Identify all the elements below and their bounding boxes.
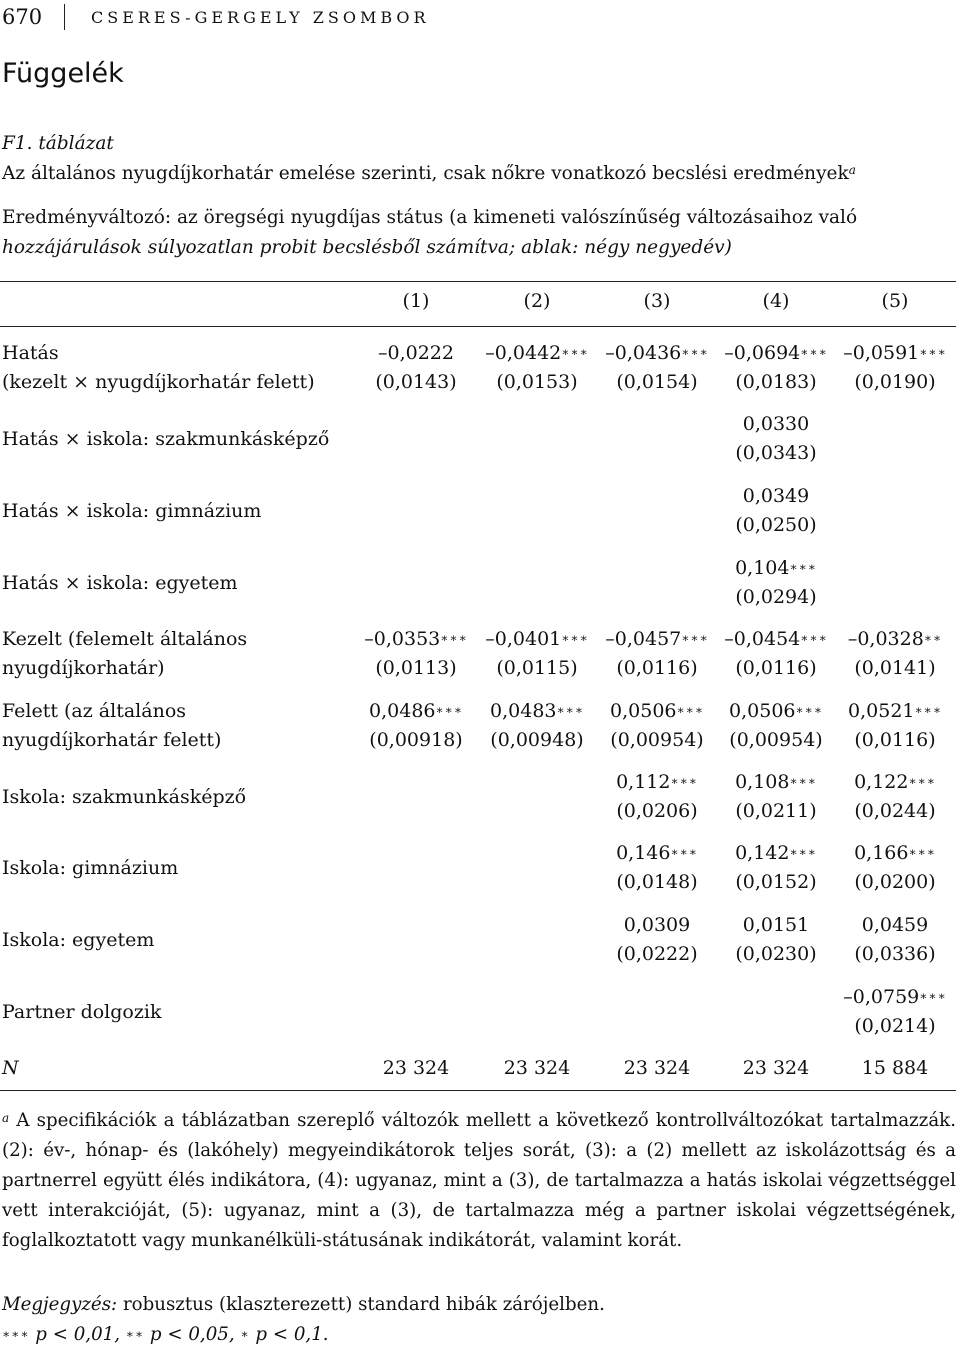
column-header-2: (2) xyxy=(523,290,551,312)
coefficient-value: 0,112 xyxy=(616,771,671,793)
standard-error-cell: (0,0141) xyxy=(854,657,936,679)
significance-stars: ∗∗∗ xyxy=(561,345,589,359)
significance-stars: ∗∗∗ xyxy=(919,345,947,359)
coefficient-value: –0,0442 xyxy=(485,342,562,364)
standard-error-cell: (0,00918) xyxy=(369,729,463,751)
coefficient-cell xyxy=(477,339,597,368)
coefficient-value: 0,146 xyxy=(616,842,671,864)
significance-stars: ∗∗ xyxy=(923,631,943,645)
significance-stars: ∗∗∗ xyxy=(561,631,589,645)
row-label: Iskola: egyetem xyxy=(2,928,155,951)
coefficient-value: 0,0483 xyxy=(490,700,557,722)
table-bottom-rule xyxy=(0,1090,956,1091)
significance-stars: ∗∗∗ xyxy=(670,845,698,859)
table-title-note-marker: a xyxy=(848,163,856,177)
coefficient-cell xyxy=(356,625,476,654)
standard-error-cell: (0,0336) xyxy=(854,943,936,965)
row-label: Felett (az általános xyxy=(2,700,187,722)
row-label: nyugdíjkorhatár) xyxy=(2,657,165,679)
coefficient-value: 0,122 xyxy=(854,771,909,793)
coefficient-cell xyxy=(835,911,955,940)
coefficient-value: 0,0521 xyxy=(848,700,915,722)
coefficient-value: 0,0330 xyxy=(742,413,810,435)
significance-stars: ∗∗∗ xyxy=(800,631,828,645)
standard-error-cell: (0,0211) xyxy=(735,800,817,822)
n-value-4: 23 324 xyxy=(742,1057,810,1079)
row-label: Partner dolgozik xyxy=(2,1000,162,1023)
coefficient-value: –0,0222 xyxy=(378,342,454,364)
standard-error-cell: (0,0294) xyxy=(735,586,817,608)
coefficient-cell xyxy=(597,768,717,797)
significance-stars: ∗∗∗ xyxy=(435,703,463,717)
coefficient-cell xyxy=(597,339,717,368)
standard-error-cell: (0,0153) xyxy=(496,371,578,393)
coefficient-value: 0,142 xyxy=(735,842,790,864)
row-label: Hatás × iskola: gimnázium xyxy=(2,499,262,522)
significance-stars: ∗∗∗ xyxy=(914,703,942,717)
standard-error-cell: (0,0244) xyxy=(854,800,936,822)
coefficient-cell xyxy=(597,911,717,940)
standard-error-cell: (0,0206) xyxy=(616,800,698,822)
significance-stars: ∗∗∗ xyxy=(919,989,947,1003)
coefficient-cell xyxy=(477,625,597,654)
coefficient-value: 0,0151 xyxy=(742,914,810,936)
table-label: F1. táblázat xyxy=(2,133,114,154)
coefficient-cell xyxy=(716,697,836,726)
coefficient-value: –0,0457 xyxy=(605,628,682,650)
column-header-4: (4) xyxy=(762,290,790,312)
coefficient-cell xyxy=(716,554,836,583)
coefficient-value: 0,0506 xyxy=(729,700,796,722)
coefficient-value: –0,0454 xyxy=(724,628,801,650)
table-subtitle-line-1: Eredményváltozó: az öregségi nyugdíjas státus (a kimeneti valószínűség változásaihoz való xyxy=(2,207,858,228)
standard-error-cell: (0,0116) xyxy=(854,729,936,751)
coefficient-cell xyxy=(597,839,717,868)
coefficient-value: –0,0401 xyxy=(485,628,562,650)
standard-error-cell: (0,0190) xyxy=(854,371,936,393)
standard-error-cell: (0,00948) xyxy=(490,729,584,751)
significance-stars: ∗∗∗ xyxy=(789,774,817,788)
coefficient-value: 0,166 xyxy=(854,842,909,864)
coefficient-cell xyxy=(356,697,476,726)
significance-stars: ∗∗∗ xyxy=(789,560,817,574)
coefficient-value: 0,0486 xyxy=(369,700,436,722)
standard-error-cell: (0,0343) xyxy=(735,442,817,464)
coefficient-cell xyxy=(835,768,955,797)
significance-stars: ∗∗∗ xyxy=(670,774,698,788)
significance-stars: ∗∗∗ xyxy=(676,703,704,717)
header-divider xyxy=(64,4,65,30)
coefficient-value: 0,108 xyxy=(735,771,790,793)
standard-error-cell: (0,0200) xyxy=(854,871,936,893)
coefficient-value: –0,0328 xyxy=(847,628,924,650)
coefficient-value: 0,104 xyxy=(735,557,790,579)
row-label: Iskola: szakmunkásképző xyxy=(2,785,247,808)
standard-error-cell: (0,0154) xyxy=(616,371,698,393)
coefficient-value: –0,0353 xyxy=(364,628,441,650)
coefficient-value: 0,0349 xyxy=(742,485,810,507)
sig-stars-1: ∗ xyxy=(240,1327,250,1341)
coefficient-cell xyxy=(597,625,717,654)
coefficient-value: 0,0506 xyxy=(610,700,677,722)
coefficient-value: –0,0591 xyxy=(843,342,920,364)
n-value-1: 23 324 xyxy=(382,1057,450,1079)
remark-text: robusztus (klaszterezett) standard hibák zárójelben. xyxy=(122,1294,605,1315)
significance-stars: ∗∗∗ xyxy=(681,631,709,645)
coefficient-cell xyxy=(835,625,955,654)
standard-error-cell: (0,0116) xyxy=(616,657,698,679)
row-label: Iskola: gimnázium xyxy=(2,856,179,879)
standard-error-cell: (0,0113) xyxy=(375,657,457,679)
row-label: Hatás xyxy=(2,342,59,364)
coefficient-value: 0,0309 xyxy=(623,914,691,936)
table-subtitle-line-2: hozzájárulások súlyozatlan probit becslésből számítva; ablak: négy negyedév) xyxy=(2,237,732,258)
coefficient-cell xyxy=(716,911,836,940)
coefficient-cell xyxy=(835,697,955,726)
standard-error-cell: (0,0143) xyxy=(375,371,457,393)
section-title: Függelék xyxy=(2,58,124,89)
significance-stars: ∗∗∗ xyxy=(556,703,584,717)
standard-error-cell: (0,0152) xyxy=(735,871,817,893)
page-number: 670 xyxy=(2,5,43,29)
coefficient-cell xyxy=(716,482,836,511)
coefficient-value: –0,0436 xyxy=(605,342,682,364)
row-label: nyugdíjkorhatár felett) xyxy=(2,729,222,751)
standard-error-cell: (0,0183) xyxy=(735,371,817,393)
remark-line xyxy=(2,1290,605,1320)
coefficient-cell xyxy=(716,410,836,439)
standard-error-cell: (0,0230) xyxy=(735,943,817,965)
coefficient-cell xyxy=(597,697,717,726)
column-header-3: (3) xyxy=(643,290,671,312)
significance-stars: ∗∗∗ xyxy=(440,631,468,645)
significance-stars: ∗∗∗ xyxy=(908,774,936,788)
sig-text-2: p < 0,05, xyxy=(149,1324,235,1345)
remark-label: Megjegyzés: xyxy=(2,1294,118,1315)
coefficient-value: 0,0459 xyxy=(861,914,929,936)
row-label: Kezelt (felemelt általános xyxy=(2,628,248,650)
significance-stars: ∗∗∗ xyxy=(681,345,709,359)
standard-error-cell: (0,00954) xyxy=(729,729,823,751)
row-label: Hatás × iskola: egyetem xyxy=(2,571,238,594)
standard-error-cell: (0,0222) xyxy=(616,943,698,965)
significance-stars: ∗∗∗ xyxy=(908,845,936,859)
row-label: (kezelt × nyugdíjkorhatár felett) xyxy=(2,371,315,393)
running-header xyxy=(2,2,430,32)
table-footnote xyxy=(2,1106,956,1256)
sig-text-1: p < 0,1. xyxy=(255,1324,329,1345)
column-header-1: (1) xyxy=(402,290,430,312)
coefficient-cell xyxy=(716,768,836,797)
footnote-marker: a xyxy=(2,1111,10,1125)
standard-error-cell: (0,0250) xyxy=(735,514,817,536)
n-row-label: N xyxy=(2,1057,19,1079)
footnote-text: A specifikációk a táblázatban szereplő változók mellett a következő kontrollváltozókat tartalmazzák. (2): év-, hónap- és (lakóhely) megyeindikátorok teljes sorát, (3): a (2) mellett az iskolázottság és a partnerrel együtt élés indikátora, (4): ugyanaz, mint a (3), de tartalmazza a hatás iskolai végzettséggel vett interakcióját, (5): ugyanaz, mint a (3), de tartalmazza még a partner iskolai végzettségének, foglalkoztatott vagy munkanélküli-státusának indikátorát, valamint korát. xyxy=(2,1110,956,1251)
coefficient-cell xyxy=(477,697,597,726)
table-title-text: Az általános nyugdíjkorhatár emelése szerinti, csak nőkre vonatkozó becslési eredmények xyxy=(2,163,849,184)
n-value-3: 23 324 xyxy=(623,1057,691,1079)
table-top-rule xyxy=(0,281,956,282)
table-title xyxy=(2,158,952,189)
significance-stars: ∗∗∗ xyxy=(800,345,828,359)
significance-legend xyxy=(2,1320,329,1350)
coefficient-cell xyxy=(356,339,476,368)
sig-stars-3: ∗∗∗ xyxy=(2,1327,30,1341)
significance-stars: ∗∗∗ xyxy=(789,845,817,859)
n-value-2: 23 324 xyxy=(503,1057,571,1079)
coefficient-cell xyxy=(716,839,836,868)
significance-stars: ∗∗∗ xyxy=(795,703,823,717)
standard-error-cell: (0,0148) xyxy=(616,871,698,893)
coefficient-cell xyxy=(716,339,836,368)
standard-error-cell: (0,00954) xyxy=(610,729,704,751)
n-value-5: 15 884 xyxy=(861,1057,929,1079)
standard-error-cell: (0,0115) xyxy=(496,657,578,679)
column-header-5: (5) xyxy=(881,290,909,312)
coefficient-value: –0,0694 xyxy=(724,342,801,364)
coefficient-cell xyxy=(716,625,836,654)
sig-stars-2: ∗∗ xyxy=(125,1327,145,1341)
coefficient-value: –0,0759 xyxy=(843,986,920,1008)
sig-text-3: p < 0,01, xyxy=(35,1324,120,1345)
standard-error-cell: (0,0116) xyxy=(735,657,817,679)
table-header-rule xyxy=(0,326,956,327)
coefficient-cell xyxy=(835,983,955,1012)
row-label: Hatás × iskola: szakmunkásképző xyxy=(2,427,330,450)
standard-error-cell: (0,0214) xyxy=(854,1015,936,1037)
running-author: CSERES-GERGELY ZSOMBOR xyxy=(91,7,430,27)
coefficient-cell xyxy=(835,839,955,868)
coefficient-cell xyxy=(835,339,955,368)
